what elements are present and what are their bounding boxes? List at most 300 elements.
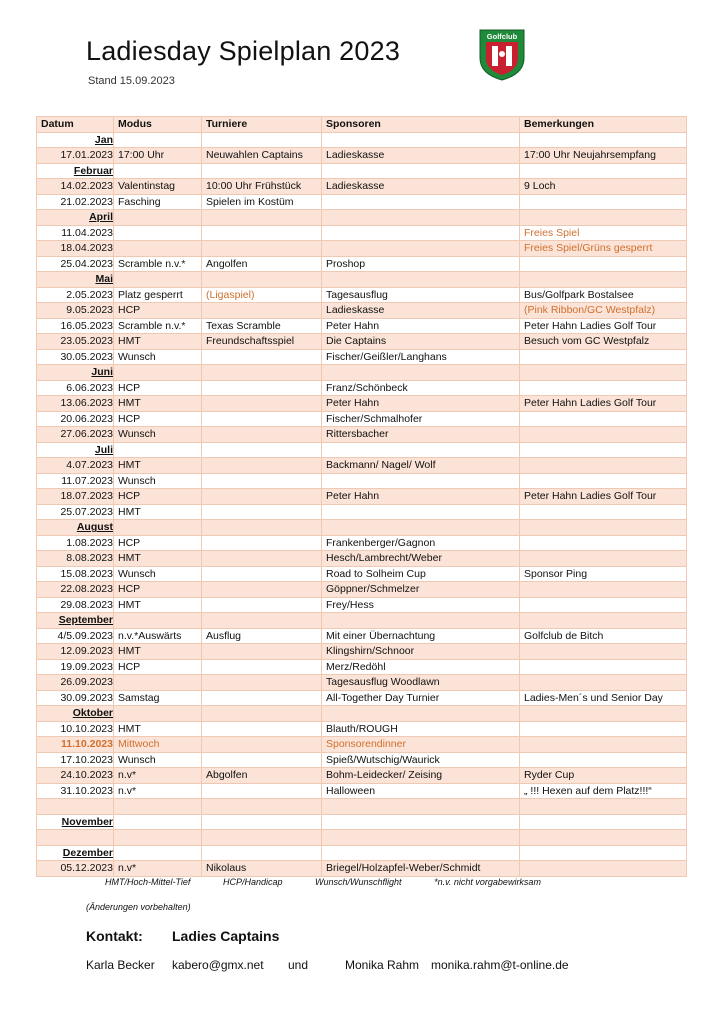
cell-modus: 17:00 Uhr [114, 148, 202, 164]
cell-bemerkungen: „ !!! Hexen auf dem Platz!!!“ [520, 783, 687, 799]
cell-modus: HCP [114, 582, 202, 598]
table-row [37, 675, 687, 691]
cell-datum: 25.04.2023 [37, 256, 114, 272]
empty-cell [202, 845, 322, 861]
table-row [37, 597, 687, 613]
legend-hmt: HMT/Hoch-Mittel-Tief [105, 877, 191, 887]
cell-sponsoren: Göppner/Schmelzer [322, 582, 520, 598]
cell-datum: 25.07.2023 [37, 504, 114, 520]
column-header-sponsoren: Sponsoren [322, 117, 520, 133]
month-row [37, 163, 687, 179]
legend-hcp: HCP/Handicap [222, 877, 283, 887]
empty-cell [202, 163, 322, 179]
cell-bemerkungen [520, 799, 687, 815]
person1-email[interactable]: kabero@gmx.net [172, 958, 264, 972]
table-row [37, 644, 687, 660]
empty-cell [114, 845, 202, 861]
empty-cell [520, 132, 687, 148]
legend-wunsch: Wunsch/Wunschflight [315, 877, 402, 887]
table-row [37, 473, 687, 489]
table-row [37, 318, 687, 334]
cell-turniere [202, 799, 322, 815]
empty-cell [202, 442, 322, 458]
table-row [37, 303, 687, 319]
empty-cell [322, 613, 520, 629]
cell-datum: 20.06.2023 [37, 411, 114, 427]
cell-sponsoren: Franz/Schönbeck [322, 380, 520, 396]
month-label: Februar [37, 163, 114, 179]
cell-sponsoren: Blauth/ROUGH [322, 721, 520, 737]
cell-turniere [202, 752, 322, 768]
cell-datum: 9.05.2023 [37, 303, 114, 319]
cell-modus [114, 830, 202, 846]
cell-bemerkungen [520, 256, 687, 272]
page-title: Ladiesday Spielplan 2023 [86, 36, 401, 66]
cell-sponsoren: Die Captains [322, 334, 520, 350]
empty-cell [520, 845, 687, 861]
month-row [37, 272, 687, 288]
person1-name: Karla Becker [86, 958, 155, 972]
cell-bemerkungen [520, 597, 687, 613]
cell-turniere [202, 458, 322, 474]
cell-bemerkungen [520, 458, 687, 474]
cell-modus: Wunsch [114, 473, 202, 489]
cell-datum: 27.06.2023 [37, 427, 114, 443]
legend [105, 877, 571, 887]
empty-cell [520, 814, 687, 830]
cell-modus: Wunsch [114, 349, 202, 365]
column-header-turniere: Turniere [202, 117, 322, 133]
cell-bemerkungen: Peter Hahn Ladies Golf Tour [520, 396, 687, 412]
cell-bemerkungen [520, 535, 687, 551]
cell-bemerkungen [520, 504, 687, 520]
empty-cell [114, 613, 202, 629]
cell-datum: 13.06.2023 [37, 396, 114, 412]
table-row [37, 566, 687, 582]
table-row [37, 799, 687, 815]
month-label: November [37, 814, 114, 830]
month-label: Oktober [37, 706, 114, 722]
cell-modus: Valentinstag [114, 179, 202, 195]
cell-datum [37, 830, 114, 846]
empty-cell [322, 132, 520, 148]
month-label: Jan [37, 132, 114, 148]
empty-cell [202, 132, 322, 148]
empty-cell [114, 132, 202, 148]
month-row [37, 442, 687, 458]
cell-sponsoren: Halloween [322, 783, 520, 799]
cell-turniere: Ausflug [202, 628, 322, 644]
contact-name: Ladies Captains [172, 928, 280, 944]
table-row [37, 768, 687, 784]
cell-datum: 6.06.2023 [37, 380, 114, 396]
cell-modus: HCP [114, 303, 202, 319]
month-row [37, 814, 687, 830]
cell-bemerkungen [520, 551, 687, 567]
empty-cell [114, 706, 202, 722]
month-label: August [37, 520, 114, 536]
cell-sponsoren: Backmann/ Nagel/ Wolf [322, 458, 520, 474]
cell-sponsoren: Peter Hahn [322, 489, 520, 505]
cell-turniere [202, 504, 322, 520]
cell-bemerkungen [520, 737, 687, 753]
cell-bemerkungen [520, 830, 687, 846]
cell-sponsoren: Ladieskasse [322, 179, 520, 195]
cell-bemerkungen: Peter Hahn Ladies Golf Tour [520, 318, 687, 334]
cell-turniere: Abgolfen [202, 768, 322, 784]
cell-datum [37, 799, 114, 815]
cell-bemerkungen [520, 427, 687, 443]
cell-turniere: Texas Scramble [202, 318, 322, 334]
cell-sponsoren: Briegel/Holzapfel-Weber/Schmidt [322, 861, 520, 877]
cell-modus: HMT [114, 458, 202, 474]
empty-cell [322, 272, 520, 288]
cell-bemerkungen [520, 659, 687, 675]
stand-date: Stand 15.09.2023 [88, 75, 175, 87]
cell-modus: n.v* [114, 783, 202, 799]
cell-modus: HMT [114, 597, 202, 613]
cell-bemerkungen [520, 721, 687, 737]
cell-turniere [202, 566, 322, 582]
cell-sponsoren: Hesch/Lambrecht/Weber [322, 551, 520, 567]
cell-turniere [202, 659, 322, 675]
cell-datum: 21.02.2023 [37, 194, 114, 210]
cell-modus [114, 799, 202, 815]
person2-email[interactable]: monika.rahm@t-online.de [431, 958, 569, 972]
cell-turniere [202, 380, 322, 396]
month-label: Mai [37, 272, 114, 288]
column-header-modus: Modus [114, 117, 202, 133]
cell-sponsoren: Peter Hahn [322, 396, 520, 412]
cell-sponsoren: Bohm-Leidecker/ Zeising [322, 768, 520, 784]
table-row [37, 721, 687, 737]
cell-bemerkungen [520, 380, 687, 396]
cell-modus: Wunsch [114, 752, 202, 768]
cell-datum: 19.09.2023 [37, 659, 114, 675]
contact-label: Kontakt: [86, 928, 143, 944]
cell-bemerkungen [520, 582, 687, 598]
table-row [37, 225, 687, 241]
empty-cell [202, 272, 322, 288]
table-row [37, 504, 687, 520]
cell-sponsoren [322, 225, 520, 241]
empty-cell [322, 845, 520, 861]
cell-modus: HCP [114, 659, 202, 675]
cell-datum: 11.10.2023 [37, 737, 114, 753]
cell-datum: 1.08.2023 [37, 535, 114, 551]
cell-turniere: (Ligaspiel) [202, 287, 322, 303]
cell-bemerkungen [520, 644, 687, 660]
cell-datum: 8.08.2023 [37, 551, 114, 567]
cell-bemerkungen: 17:00 Uhr Neujahrsempfang [520, 148, 687, 164]
cell-turniere [202, 551, 322, 567]
cell-sponsoren: Spieß/Wutschig/Waurick [322, 752, 520, 768]
table-row [37, 194, 687, 210]
cell-sponsoren [322, 473, 520, 489]
cell-datum: 30.05.2023 [37, 349, 114, 365]
cell-bemerkungen: Peter Hahn Ladies Golf Tour [520, 489, 687, 505]
table-row [37, 752, 687, 768]
cell-turniere [202, 783, 322, 799]
month-label: Dezember [37, 845, 114, 861]
cell-modus: HCP [114, 411, 202, 427]
cell-modus: Fasching [114, 194, 202, 210]
cell-modus: HMT [114, 644, 202, 660]
cell-datum: 05.12.2023 [37, 861, 114, 877]
cell-datum: 18.07.2023 [37, 489, 114, 505]
cell-modus: n.v.*Auswärts [114, 628, 202, 644]
cell-modus: HCP [114, 535, 202, 551]
empty-cell [114, 814, 202, 830]
cell-modus: HMT [114, 504, 202, 520]
cell-datum: 22.08.2023 [37, 582, 114, 598]
empty-cell [520, 613, 687, 629]
schedule-table [36, 116, 687, 877]
cell-turniere [202, 303, 322, 319]
cell-bemerkungen: Ladies-Men´s und Senior Day [520, 690, 687, 706]
cell-bemerkungen [520, 411, 687, 427]
table-row [37, 256, 687, 272]
cell-datum: 2.05.2023 [37, 287, 114, 303]
empty-cell [322, 365, 520, 381]
cell-bemerkungen [520, 194, 687, 210]
schedule-body [37, 132, 687, 876]
cell-modus: HMT [114, 721, 202, 737]
empty-cell [202, 706, 322, 722]
month-row [37, 845, 687, 861]
month-row [37, 210, 687, 226]
cell-datum: 15.08.2023 [37, 566, 114, 582]
cell-modus: Platz gesperrt [114, 287, 202, 303]
empty-cell [322, 442, 520, 458]
empty-cell [520, 210, 687, 226]
cell-bemerkungen: Freies Spiel [520, 225, 687, 241]
cell-sponsoren [322, 830, 520, 846]
month-row [37, 132, 687, 148]
month-row [37, 520, 687, 536]
cell-modus: Wunsch [114, 427, 202, 443]
cell-datum: 30.09.2023 [37, 690, 114, 706]
empty-cell [202, 365, 322, 381]
cell-sponsoren: Fischer/Schmalhofer [322, 411, 520, 427]
cell-modus: HCP [114, 489, 202, 505]
table-row [37, 287, 687, 303]
cell-modus: Scramble n.v.* [114, 256, 202, 272]
cell-turniere [202, 597, 322, 613]
empty-cell [520, 163, 687, 179]
cell-datum: 11.07.2023 [37, 473, 114, 489]
cell-turniere [202, 675, 322, 691]
cell-sponsoren: Ladieskasse [322, 148, 520, 164]
cell-datum: 10.10.2023 [37, 721, 114, 737]
empty-cell [202, 520, 322, 536]
empty-cell [114, 163, 202, 179]
table-row [37, 427, 687, 443]
cell-turniere: Freundschaftsspiel [202, 334, 322, 350]
table-row [37, 830, 687, 846]
table-row [37, 737, 687, 753]
cell-sponsoren: Frey/Hess [322, 597, 520, 613]
empty-cell [322, 814, 520, 830]
empty-cell [114, 272, 202, 288]
column-header-bemerkungen: Bemerkungen [520, 117, 687, 133]
cell-turniere [202, 225, 322, 241]
cell-modus: n.v* [114, 768, 202, 784]
table-row [37, 551, 687, 567]
cell-turniere [202, 690, 322, 706]
cell-datum: 23.05.2023 [37, 334, 114, 350]
cell-datum: 29.08.2023 [37, 597, 114, 613]
table-row [37, 411, 687, 427]
cell-bemerkungen [520, 473, 687, 489]
cell-turniere: Spielen im Kostüm [202, 194, 322, 210]
cell-turniere [202, 830, 322, 846]
table-row [37, 659, 687, 675]
cell-turniere [202, 489, 322, 505]
cell-sponsoren [322, 241, 520, 257]
empty-cell [202, 210, 322, 226]
cell-turniere [202, 427, 322, 443]
cell-bemerkungen: 9 Loch [520, 179, 687, 195]
cell-datum: 26.09.2023 [37, 675, 114, 691]
cell-modus: Scramble n.v.* [114, 318, 202, 334]
month-row [37, 613, 687, 629]
cell-turniere [202, 535, 322, 551]
cell-datum: 18.04.2023 [37, 241, 114, 257]
cell-bemerkungen: (Pink Ribbon/GC Westpfalz) [520, 303, 687, 319]
cell-modus [114, 225, 202, 241]
cell-turniere: 10:00 Uhr Frühstück [202, 179, 322, 195]
cell-turniere: Angolfen [202, 256, 322, 272]
cell-bemerkungen: Bus/Golfpark Bostalsee [520, 287, 687, 303]
empty-cell [202, 613, 322, 629]
empty-cell [114, 365, 202, 381]
cell-turniere [202, 241, 322, 257]
cell-bemerkungen: Golfclub de Bitch [520, 628, 687, 644]
table-row [37, 690, 687, 706]
table-row [37, 349, 687, 365]
cell-sponsoren: Tagesausflug [322, 287, 520, 303]
table-row [37, 628, 687, 644]
table-row [37, 179, 687, 195]
empty-cell [322, 210, 520, 226]
cell-datum: 4/5.09.2023 [37, 628, 114, 644]
table-row [37, 861, 687, 877]
table-row [37, 241, 687, 257]
empty-cell [322, 520, 520, 536]
empty-cell [202, 814, 322, 830]
month-label: Juli [37, 442, 114, 458]
table-row [37, 458, 687, 474]
cell-datum: 14.02.2023 [37, 179, 114, 195]
cell-bemerkungen: Besuch vom GC Westpfalz [520, 334, 687, 350]
empty-cell [520, 365, 687, 381]
cell-modus: HMT [114, 334, 202, 350]
cell-bemerkungen: Sponsor Ping [520, 566, 687, 582]
cell-sponsoren: Frankenberger/Gagnon [322, 535, 520, 551]
cell-sponsoren [322, 799, 520, 815]
cell-bemerkungen [520, 752, 687, 768]
changes-note: (Änderungen vorbehalten) [86, 902, 191, 912]
cell-turniere [202, 349, 322, 365]
cell-datum: 17.01.2023 [37, 148, 114, 164]
cell-bemerkungen: Ryder Cup [520, 768, 687, 784]
logo-text: Golfclub [486, 32, 518, 41]
cell-sponsoren: Proshop [322, 256, 520, 272]
month-row [37, 365, 687, 381]
table-row [37, 535, 687, 551]
empty-cell [114, 442, 202, 458]
cell-sponsoren: Klingshirn/Schnoor [322, 644, 520, 660]
cell-modus: HMT [114, 551, 202, 567]
cell-turniere [202, 473, 322, 489]
cell-modus: Mittwoch [114, 737, 202, 753]
cell-turniere [202, 396, 322, 412]
cell-sponsoren: Fischer/Geißler/Langhans [322, 349, 520, 365]
cell-datum: 16.05.2023 [37, 318, 114, 334]
empty-cell [520, 442, 687, 458]
table-row [37, 380, 687, 396]
empty-cell [520, 272, 687, 288]
cell-sponsoren [322, 504, 520, 520]
month-label: Juni [37, 365, 114, 381]
month-label: April [37, 210, 114, 226]
cell-turniere [202, 411, 322, 427]
empty-cell [322, 706, 520, 722]
cell-sponsoren: Sponsorendinner [322, 737, 520, 753]
cell-sponsoren: Peter Hahn [322, 318, 520, 334]
month-label: September [37, 613, 114, 629]
cell-turniere [202, 737, 322, 753]
cell-datum: 24.10.2023 [37, 768, 114, 784]
cell-datum: 11.04.2023 [37, 225, 114, 241]
golfclub-logo [478, 28, 526, 82]
cell-datum: 17.10.2023 [37, 752, 114, 768]
cell-bemerkungen: Freies Spiel/Grüns gesperrt [520, 241, 687, 257]
cell-sponsoren [322, 194, 520, 210]
empty-cell [114, 520, 202, 536]
cell-datum: 31.10.2023 [37, 783, 114, 799]
cell-turniere [202, 721, 322, 737]
cell-modus: Wunsch [114, 566, 202, 582]
cell-sponsoren: Mit einer Übernachtung [322, 628, 520, 644]
table-row [37, 783, 687, 799]
cell-turniere: Nikolaus [202, 861, 322, 877]
cell-modus: n.v* [114, 861, 202, 877]
cell-sponsoren: Merz/Redöhl [322, 659, 520, 675]
table-row [37, 334, 687, 350]
cell-modus [114, 241, 202, 257]
table-header-row [37, 117, 687, 133]
table-row [37, 396, 687, 412]
cell-bemerkungen [520, 349, 687, 365]
table-row [37, 489, 687, 505]
cell-datum: 12.09.2023 [37, 644, 114, 660]
cell-turniere [202, 644, 322, 660]
cell-sponsoren: Ladieskasse [322, 303, 520, 319]
cell-modus: Samstag [114, 690, 202, 706]
cell-sponsoren: Rittersbacher [322, 427, 520, 443]
contact-connector: und [288, 958, 309, 972]
empty-cell [114, 210, 202, 226]
cell-sponsoren: Tagesausflug Woodlawn [322, 675, 520, 691]
empty-cell [520, 520, 687, 536]
cell-sponsoren: Road to Solheim Cup [322, 566, 520, 582]
cell-modus: HCP [114, 380, 202, 396]
month-row [37, 706, 687, 722]
cell-bemerkungen [520, 861, 687, 877]
cell-turniere: Neuwahlen Captains [202, 148, 322, 164]
